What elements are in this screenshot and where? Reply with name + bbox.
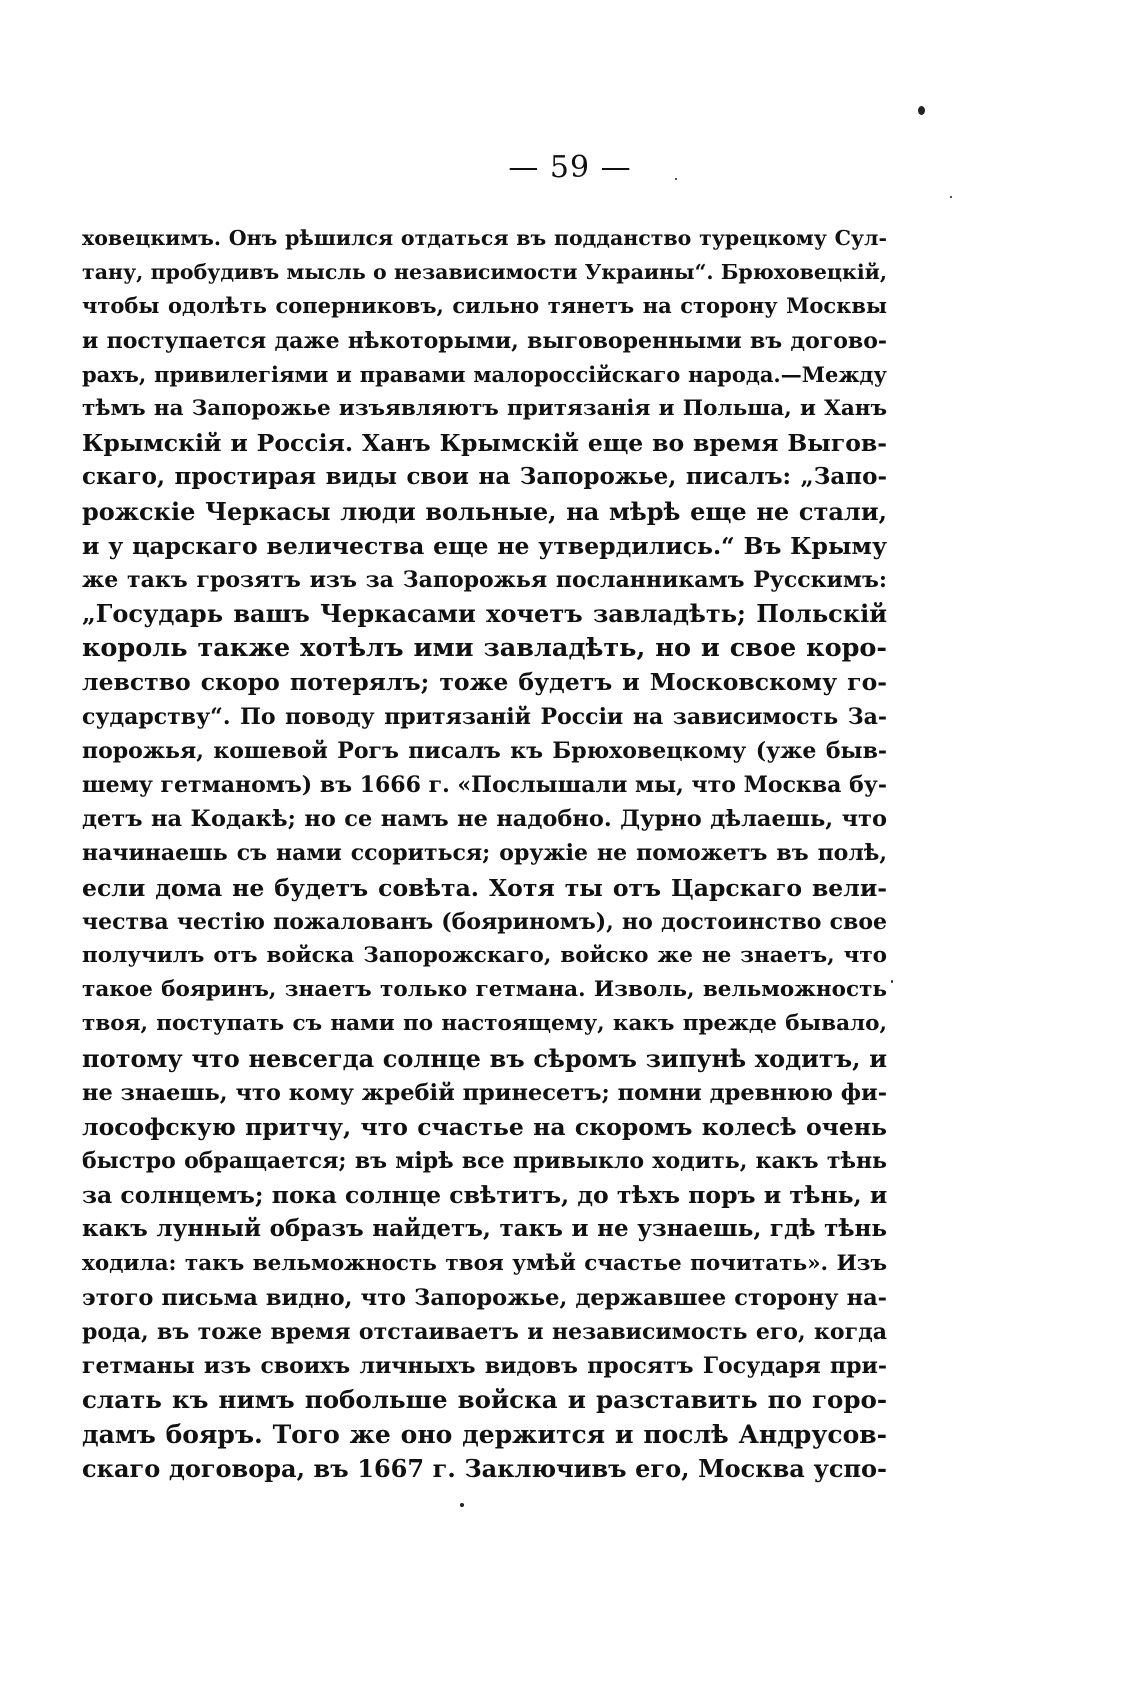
text-line: левство скоро потерялъ; тоже будетъ и Московскому го- bbox=[82, 668, 887, 697]
page-number: — 59 — bbox=[508, 150, 632, 185]
text-line: потому что невсегда солнце въ сѣромъ зипунѣ ходитъ, и bbox=[82, 1043, 887, 1073]
text-line: не знаешь, что кому жребій принесетъ; помни древнюю фи- bbox=[82, 1079, 888, 1106]
text-line: чтобы одолѣть соперниковъ, сильно тянетъ на сторону Москвы bbox=[82, 293, 887, 319]
text-line: тану, пробудивъ мысль о независимости Украины“. Брюховецкій, bbox=[82, 260, 887, 285]
ink-speck bbox=[675, 178, 677, 180]
text-line: слать къ нимъ побольше войска и разставить по горо- bbox=[82, 1385, 887, 1415]
text-line: чества честію пожалованъ (бояриномъ), но достоинство свое bbox=[82, 908, 887, 935]
text-line: и у царскаго величества еще не утвердились.“ Въ Крыму bbox=[82, 531, 887, 560]
text-line: „Государь вашъ Черкасами хочетъ завладѣть; Польскій bbox=[82, 599, 887, 629]
text-line: скаго договора, въ 1667 г. Заключивъ его, Москва успо- bbox=[82, 1453, 887, 1483]
text-line: же такъ грозятъ изъ за Запорожья посланникамъ Русскимъ: bbox=[82, 566, 887, 593]
text-line: начинаешь съ нами ссориться; оружіе не поможетъ въ полѣ, bbox=[82, 840, 887, 867]
text-line: твоя, поступать съ нами по настоящему, какъ прежде бывало, bbox=[82, 1011, 887, 1037]
text-line: ходила: такъ вельможность твоя умѣй счастье почитать». Изъ bbox=[82, 1250, 887, 1276]
text-line: гетманы изъ своихъ личныхъ видовъ просятъ Государя при- bbox=[82, 1353, 887, 1380]
text-line: шему гетманомъ) въ 1666 г. «Послышали мы, что Москва бу- bbox=[82, 772, 887, 798]
ink-speck bbox=[460, 1503, 464, 1507]
text-line: быстро обращается; въ мірѣ все привыкло ходить, какъ тѣнь bbox=[82, 1148, 887, 1175]
text-line: порожья, кошевой Рогъ писалъ къ Брюховецкому (уже быв- bbox=[82, 737, 887, 764]
text-line: король также хотѣлъ ими завладѣть, но и свое коро- bbox=[82, 633, 887, 664]
text-line: этого письма видно, что Запорожье, державшее сторону на- bbox=[82, 1284, 887, 1311]
text-line: тѣмъ на Запорожье изъявляютъ притязанія и Польша, и Ханъ bbox=[82, 395, 887, 421]
text-line: дамъ бояръ. Того же оно держится и послѣ Андрусов- bbox=[82, 1419, 887, 1449]
ink-speck bbox=[891, 980, 893, 983]
text-line: ховецкимъ. Онъ рѣшился отдаться въ подданство турецкому Сул- bbox=[82, 226, 887, 250]
text-line: детъ на Кодакѣ; но се намъ не надобно. Дурно дѣлаешь, что bbox=[82, 806, 887, 833]
text-line: рожскіе Черкасы люди вольные, на мѣрѣ еще не стали, bbox=[82, 496, 887, 526]
text-line: за солнцемъ; пока солнце свѣтитъ, до тѣхъ поръ и тѣнь, и bbox=[82, 1181, 888, 1210]
text-line: рахъ, привилегіями и правами малороссійскаго народа.—Между bbox=[82, 361, 887, 387]
text-line: скаго, простирая виды свои на Запорожье, писалъ: „Запо- bbox=[82, 463, 887, 491]
ink-speck bbox=[918, 106, 925, 115]
text-line: такое бояринъ, знаетъ только гетмана. Изволь, вельможность bbox=[82, 977, 887, 1003]
text-line: Крымскій и Россія. Ханъ Крымскій еще во время Выгов- bbox=[82, 429, 887, 458]
text-line: рода, въ тоже время отстаиваетъ и независимость его, когда bbox=[82, 1319, 887, 1345]
ink-speck bbox=[950, 196, 952, 198]
text-line: какъ лунный образъ найдетъ, такъ и не узнаешь, гдѣ тѣнь bbox=[82, 1215, 887, 1243]
text-line: сударству“. По поводу притязаній Россіи на зависимость За- bbox=[82, 703, 887, 730]
text-line: и поступается даже нѣкоторыми, выговоренными въ догово- bbox=[82, 327, 887, 354]
text-line: если дома не будетъ совѣта. Хотя ты отъ Царскаго вели- bbox=[82, 873, 887, 902]
text-line: получилъ отъ войска Запорожскаго, войско же не знаетъ, что bbox=[82, 942, 887, 968]
body-text bbox=[82, 221, 887, 1486]
text-line: лософскую притчу, что счастье на скоромъ колесѣ очень bbox=[82, 1112, 887, 1141]
